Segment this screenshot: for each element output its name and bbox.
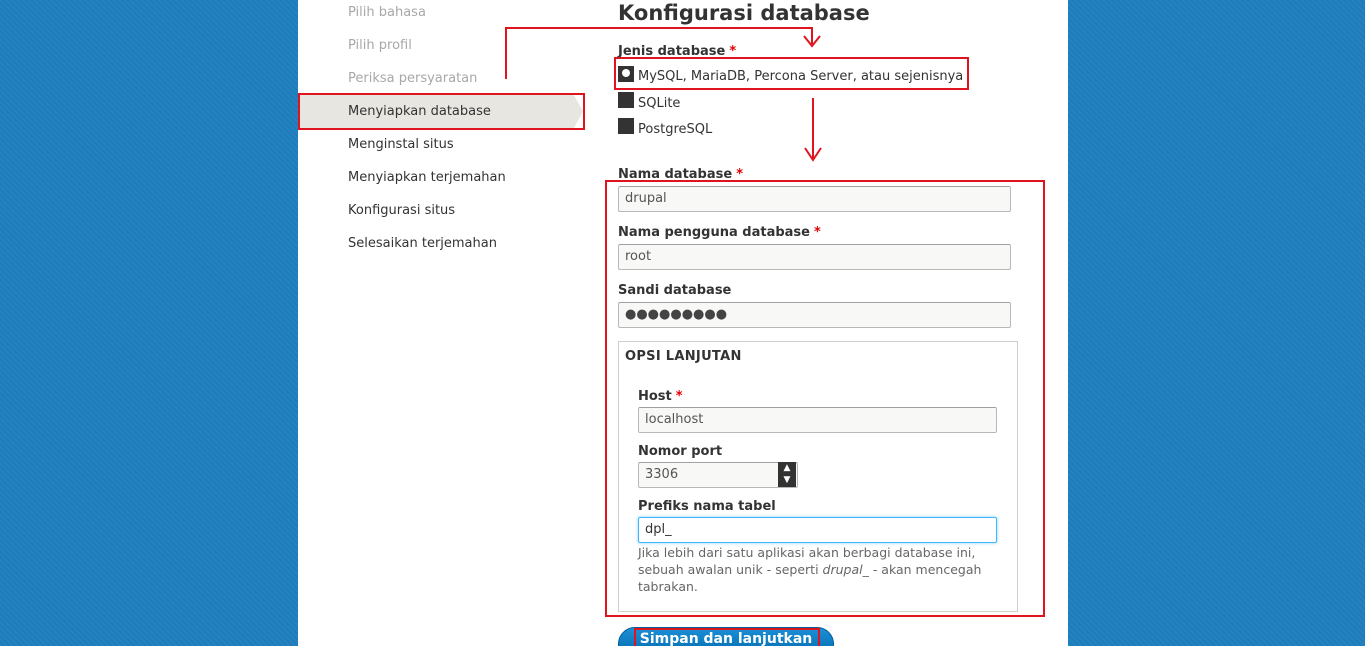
required-marker: *: [814, 225, 821, 240]
page-title: Konfigurasi database: [618, 1, 870, 25]
help-text-example: drupal_: [822, 562, 869, 577]
step-setup-database: Menyiapkan database: [348, 104, 491, 119]
db-name-label: [618, 167, 743, 183]
advanced-options-legend[interactable]: OPSI LANJUTAN: [625, 349, 742, 364]
step-finish-translations: Selesaikan terjemahan: [348, 236, 497, 251]
prefix-input[interactable]: dpl_: [638, 517, 997, 543]
radio-option-mysql[interactable]: [618, 66, 978, 84]
required-marker: *: [729, 44, 737, 59]
port-input[interactable]: 3306: [638, 462, 798, 488]
host-label: [638, 389, 683, 405]
db-user-label-text: Nama pengguna database: [618, 225, 810, 240]
host-label-text: Host: [638, 389, 672, 404]
radio-label-sqlite: SQLite: [638, 96, 681, 111]
step-verify-requirements: Periksa persyaratan: [348, 71, 478, 86]
radio-button-sqlite[interactable]: [618, 92, 634, 108]
step-choose-profile: Pilih profil: [348, 38, 412, 53]
step-install-site: Menginstal situs: [348, 137, 454, 152]
installer-page: [298, 0, 1068, 646]
required-marker: *: [675, 389, 683, 404]
port-label: Nomor port: [638, 444, 723, 459]
radio-label-mysql: MySQL, MariaDB, Percona Server, atau sejenisnya: [638, 69, 964, 84]
arrow-head-fields-icon: [805, 148, 821, 160]
db-type-label: [618, 44, 736, 60]
db-password-input[interactable]: ●●●●●●●●●: [618, 302, 1011, 328]
db-user-label: [618, 225, 821, 241]
prefix-label: Prefiks nama tabel: [638, 499, 776, 514]
required-marker: *: [736, 167, 744, 182]
port-spinner[interactable]: [778, 462, 796, 487]
db-name-input[interactable]: drupal: [618, 186, 1011, 212]
radio-label-postgresql: PostgreSQL: [638, 122, 713, 137]
help-text-start: Jika lebih dari satu aplikasi akan berbagi database ini, sebuah awalan unik - seperti: [638, 545, 976, 577]
db-user-input[interactable]: root: [618, 244, 1011, 270]
radio-button-postgresql[interactable]: [618, 118, 634, 134]
step-setup-translations: Menyiapkan terjemahan: [348, 170, 506, 185]
db-name-label-text: Nama database: [618, 167, 733, 182]
help-text-end: - akan mencegah tabrakan.: [638, 562, 982, 594]
save-and-continue-button[interactable]: Simpan dan lanjutkan: [618, 627, 834, 646]
host-input[interactable]: localhost: [638, 407, 997, 433]
step-choose-language: Pilih bahasa: [348, 5, 426, 20]
radio-option-sqlite[interactable]: [618, 92, 818, 110]
prefix-help-text: [638, 544, 998, 595]
radio-button-mysql[interactable]: [618, 66, 634, 82]
db-password-label: Sandi database: [618, 283, 732, 298]
spin-down-icon[interactable]: ▼: [783, 475, 791, 485]
db-type-label-text: Jenis database: [618, 44, 726, 59]
radio-selected-dot: [622, 69, 630, 77]
step-configure-site: Konfigurasi situs: [348, 203, 456, 218]
radio-option-postgresql[interactable]: [618, 118, 818, 136]
arrow-head-mysql-icon: [804, 36, 820, 46]
spin-up-icon[interactable]: ▲: [783, 463, 791, 473]
